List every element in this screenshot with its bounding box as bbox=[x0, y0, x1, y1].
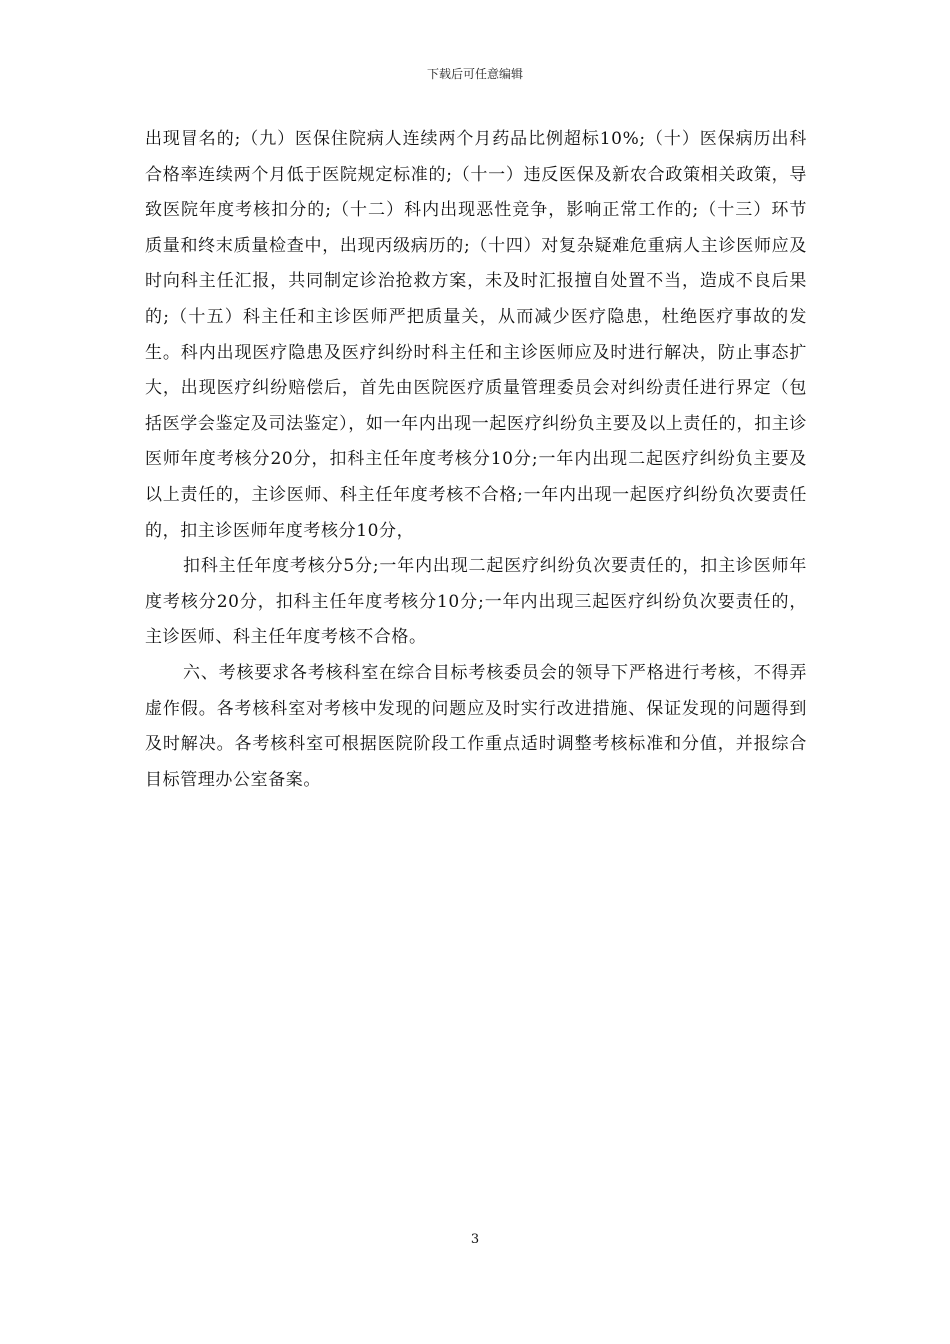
page-header: 下载后可任意编辑 bbox=[426, 67, 523, 81]
page-number: 3 bbox=[470, 1232, 480, 1247]
paragraph-deductions: 扣科主任年度考核分5分;一年内出现二起医疗纠纷负次要责任的，扣主诊医师年度考核分20分，扣科主任年度考核分10分;一年内出现三起医疗纠纷负次要责任的，主诊医师、科主任年度考核不合格。 bbox=[145, 556, 807, 648]
document-body bbox=[145, 122, 807, 798]
paragraph-continued: 出现冒名的;（九）医保住院病人连续两个月药品比例超标10%;（十）医保病历出科合格率连续两个月低于医院规定标准的;（十一）违反医保及新农合政策相关政策，导致医院年度考核扣分的;（十二）科内出现恶性竞争，影响正常工作的;（十三）环节质量和终末质量检查中，出现丙级病历的;（十四）对复杂疑难危重病人主诊医师应及时向科主任汇报，共同制定诊治抢救方案，未及时汇报擅自处置不当，造成不良后果的;（十五）科主任和主诊医师严把质量关，从而减少医疗隐患，杜绝医疗事故的发生。科内出现医疗隐患及医疗纠纷时科主任和主诊医师应及时进行解决，防止事态扩大，出现医疗纠纷赔偿后，首先由医院医疗质量管理委员会对纠纷责任进行界定（包括医学会鉴定及司法鉴定），如一年内出现一起医疗纠纷负主要及以上责任的，扣主诊医师年度考核分20分，扣科主任年度考核分10分;一年内出现二起医疗纠纷负主要及以上责任的，主诊医师、科主任年度考核不合格;一年内出现一起医疗纠纷负次要责任的，扣主诊医师年度考核分10分， bbox=[145, 129, 807, 541]
paragraph-section-six: 六、考核要求各考核科室在综合目标考核委员会的领导下严格进行考核，不得弄虚作假。各考核科室对考核中发现的问题应及时实行改进措施、保证发现的问题得到及时解决。各考核科室可根据医院阶段工作重点适时调整考核标准和分值，并报综合目标管理办公室备案。 bbox=[145, 662, 807, 790]
